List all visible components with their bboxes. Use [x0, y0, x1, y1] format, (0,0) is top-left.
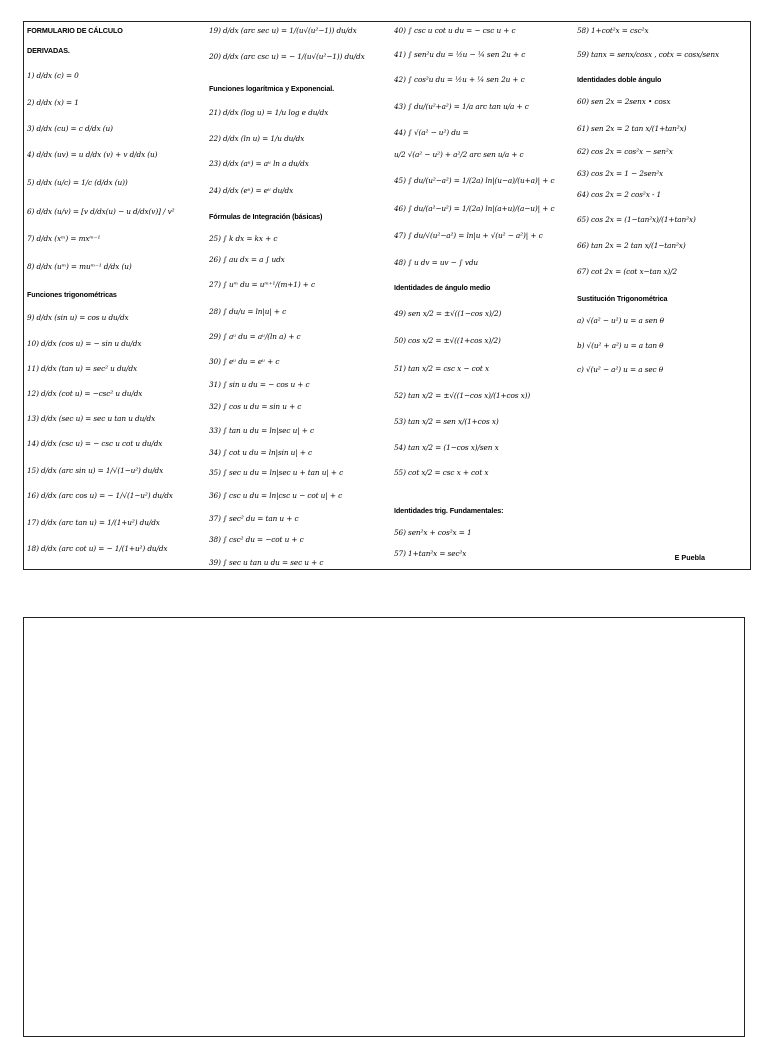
formula-line: 59) tanx = senx/cosx , cotx = cosx/senx [577, 50, 719, 59]
formula-line: 64) cos 2x = 2 cos²x - 1 [577, 190, 662, 199]
section-heading: FORMULARIO DE CÁLCULO [27, 26, 123, 35]
formula-line: 3) d/dx (cu) = c d/dx (u) [27, 124, 113, 133]
formula-line: 8) d/dx (uᵐ) = muᵐ⁻¹ d/dx (u) [27, 262, 132, 271]
formula-line: 34) ∫ cot u du = ln|sin u| + c [209, 448, 313, 457]
formula-line: 45) ∫ du/(u²−a²) = 1/(2a) ln|(u−a)/(u+a)| + c [394, 176, 555, 185]
formula-line: 30) ∫ eᵘ du = eᵘ + c [209, 357, 280, 366]
formula-line: 47) ∫ du/√(u²−a²) = ln|u + √(u² − a²)| + c [394, 231, 543, 240]
formula-line: 54) tan x/2 = (1−cos x)/sen x [394, 443, 499, 452]
formula-line: 62) cos 2x = cos²x − sen²x [577, 147, 673, 156]
section-heading: Identidades trig. Fundamentales: [394, 506, 504, 515]
formula-line: 40) ∫ csc u cot u du = − csc u + c [394, 26, 516, 35]
formula-sheet [23, 21, 751, 570]
formula-line: 31) ∫ sin u du = − cos u + c [209, 380, 310, 389]
formula-line: 50) cos x/2 = ±√((1+cos x)/2) [394, 336, 501, 345]
formula-line: 32) ∫ cos u du = sin u + c [209, 402, 302, 411]
formula-line: 53) tan x/2 = sen x/(1+cos x) [394, 417, 499, 426]
formula-line: 22) d/dx (ln u) = 1/u du/dx [209, 134, 305, 143]
formula-line: 36) ∫ csc u du = ln|csc u − cot u| + c [209, 491, 343, 500]
formula-line: 65) cos 2x = (1−tan²x)/(1+tan²x) [577, 215, 696, 224]
formula-line: 11) d/dx (tan u) = sec² u du/dx [27, 364, 138, 373]
formula-line: 16) d/dx (arc cos u) = − 1/√(1−u²) du/dx [27, 491, 173, 500]
formula-line: 44) ∫ √(a² − u²) du = [394, 128, 469, 137]
formula-line: 4) d/dx (uv) = u d/dx (v) + v d/dx (u) [27, 150, 158, 159]
formula-line: 18) d/dx (arc cot u) = − 1/(1+u²) du/dx [27, 544, 168, 553]
formula-line: 5) d/dx (u/c) = 1/c (d/dx (u)) [27, 178, 128, 187]
formula-line: 13) d/dx (sec u) = sec u tan u du/dx [27, 414, 156, 423]
formula-line: 51) tan x/2 = csc x − cot x [394, 364, 489, 373]
formula-line: 66) tan 2x = 2 tan x/(1−tan²x) [577, 241, 686, 250]
formula-line: 1) d/dx (c) = 0 [27, 71, 79, 80]
formula-line: 24) d/dx (eᵘ) = eᵘ du/dx [209, 186, 294, 195]
section-heading: Funciones trigonométricas [27, 290, 117, 299]
formula-line: 7) d/dx (xᵐ) = mxᵐ⁻¹ [27, 234, 101, 243]
formula-line: 26) ∫ au dx = a ∫ udx [209, 255, 285, 264]
formula-line: 42) ∫ cos²u du = ½u + ¼ sen 2u + c [394, 75, 525, 84]
section-heading: Fórmulas de Integración (básicas) [209, 212, 323, 221]
formula-line: 27) ∫ uᵐ du = uᵐ⁺¹/(m+1) + c [209, 280, 316, 289]
formula-line: 52) tan x/2 = ±√((1−cos x)/(1+cos x)) [394, 391, 531, 400]
formula-line: 12) d/dx (cot u) = −csc² u du/dx [27, 389, 143, 398]
formula-line: 55) cot x/2 = csc x + cot x [394, 468, 489, 477]
section-heading: DERIVADAS. [27, 46, 70, 55]
section-heading: Identidades de ángulo medio [394, 283, 491, 292]
formula-line: 49) sen x/2 = ±√((1−cos x)/2) [394, 309, 502, 318]
author-signature: E Puebla [674, 553, 705, 562]
formula-line: 21) d/dx (log u) = 1/u log e du/dx [209, 108, 329, 117]
formula-line: 25) ∫ k dx = kx + c [209, 234, 278, 243]
section-heading: Sustitución Trigonométrica [577, 294, 668, 303]
formula-line: 43) ∫ du/(u²+a²) = 1/a arc tan u/a + c [394, 102, 529, 111]
formula-line: 67) cot 2x = (cot x−tan x)/2 [577, 267, 678, 276]
blank-page-frame [23, 617, 745, 1037]
formula-line: 23) d/dx (aᵘ) = aᵘ ln a du/dx [209, 159, 309, 168]
formula-line: 9) d/dx (sin u) = cos u du/dx [27, 313, 129, 322]
formula-line: 57) 1+tan²x = sec²x [394, 549, 467, 558]
formula-line: b) √(u² + a²) u = a tan θ [577, 341, 664, 350]
section-heading: Funciones logarítmica y Exponencial. [209, 84, 335, 93]
formula-line: 17) d/dx (arc tan u) = 1/(1+u²) du/dx [27, 518, 160, 527]
formula-line: 6) d/dx (u/v) = [v d/dx(u) − u d/dx(v)] / v² [27, 207, 175, 216]
formula-line: 35) ∫ sec u du = ln|sec u + tan u| + c [209, 468, 344, 477]
formula-line: 14) d/dx (csc u) = − csc u cot u du/dx [27, 439, 163, 448]
formula-line: 56) sen²x + cos²x = 1 [394, 528, 472, 537]
formula-line: a) √(a² − u²) u = a sen θ [577, 316, 664, 325]
formula-line: 39) ∫ sec u tan u du = sec u + c [209, 558, 324, 567]
formula-line: 58) 1+cot²x = csc²x [577, 26, 649, 35]
formula-line: 60) sen 2x = 2senx • cosx [577, 97, 671, 106]
section-heading: Identidades doble ángulo [577, 75, 662, 84]
formula-line: 46) ∫ du/(a²−u²) = 1/(2a) ln|(a+u)/(a−u)| + c [394, 204, 555, 213]
formula-line: 33) ∫ tan u du = ln|sec u| + c [209, 426, 314, 435]
formula-line: 28) ∫ du/u = ln|u| + c [209, 307, 287, 316]
formula-line: 20) d/dx (arc csc u) = − 1/(u√(u²−1)) du/dx [209, 52, 365, 61]
formula-line: u/2 √(a² − u²) + a²/2 arc sen u/a + c [394, 150, 524, 159]
formula-line: 15) d/dx (arc sin u) = 1/√(1−u²) du/dx [27, 466, 164, 475]
formula-line: 19) d/dx (arc sec u) = 1/(u√(u²−1)) du/dx [209, 26, 357, 35]
formula-line: 2) d/dx (x) = 1 [27, 98, 79, 107]
formula-line: 61) sen 2x = 2 tan x/(1+tan²x) [577, 124, 687, 133]
formula-line: 48) ∫ u dv = uv − ∫ vdu [394, 258, 479, 267]
formula-line: 38) ∫ csc² du = −cot u + c [209, 535, 304, 544]
formula-line: 41) ∫ sen²u du = ½u − ¼ sen 2u + c [394, 50, 526, 59]
formula-line: 63) cos 2x = 1 − 2sen²x [577, 169, 664, 178]
formula-line: 29) ∫ aᵘ du = aᵘ/(ln a) + c [209, 332, 301, 341]
formula-line: 37) ∫ sec² du = tan u + c [209, 514, 299, 523]
formula-line: c) √(u² − a²) u = a sec θ [577, 365, 664, 374]
formula-line: 10) d/dx (cos u) = − sin u du/dx [27, 339, 142, 348]
